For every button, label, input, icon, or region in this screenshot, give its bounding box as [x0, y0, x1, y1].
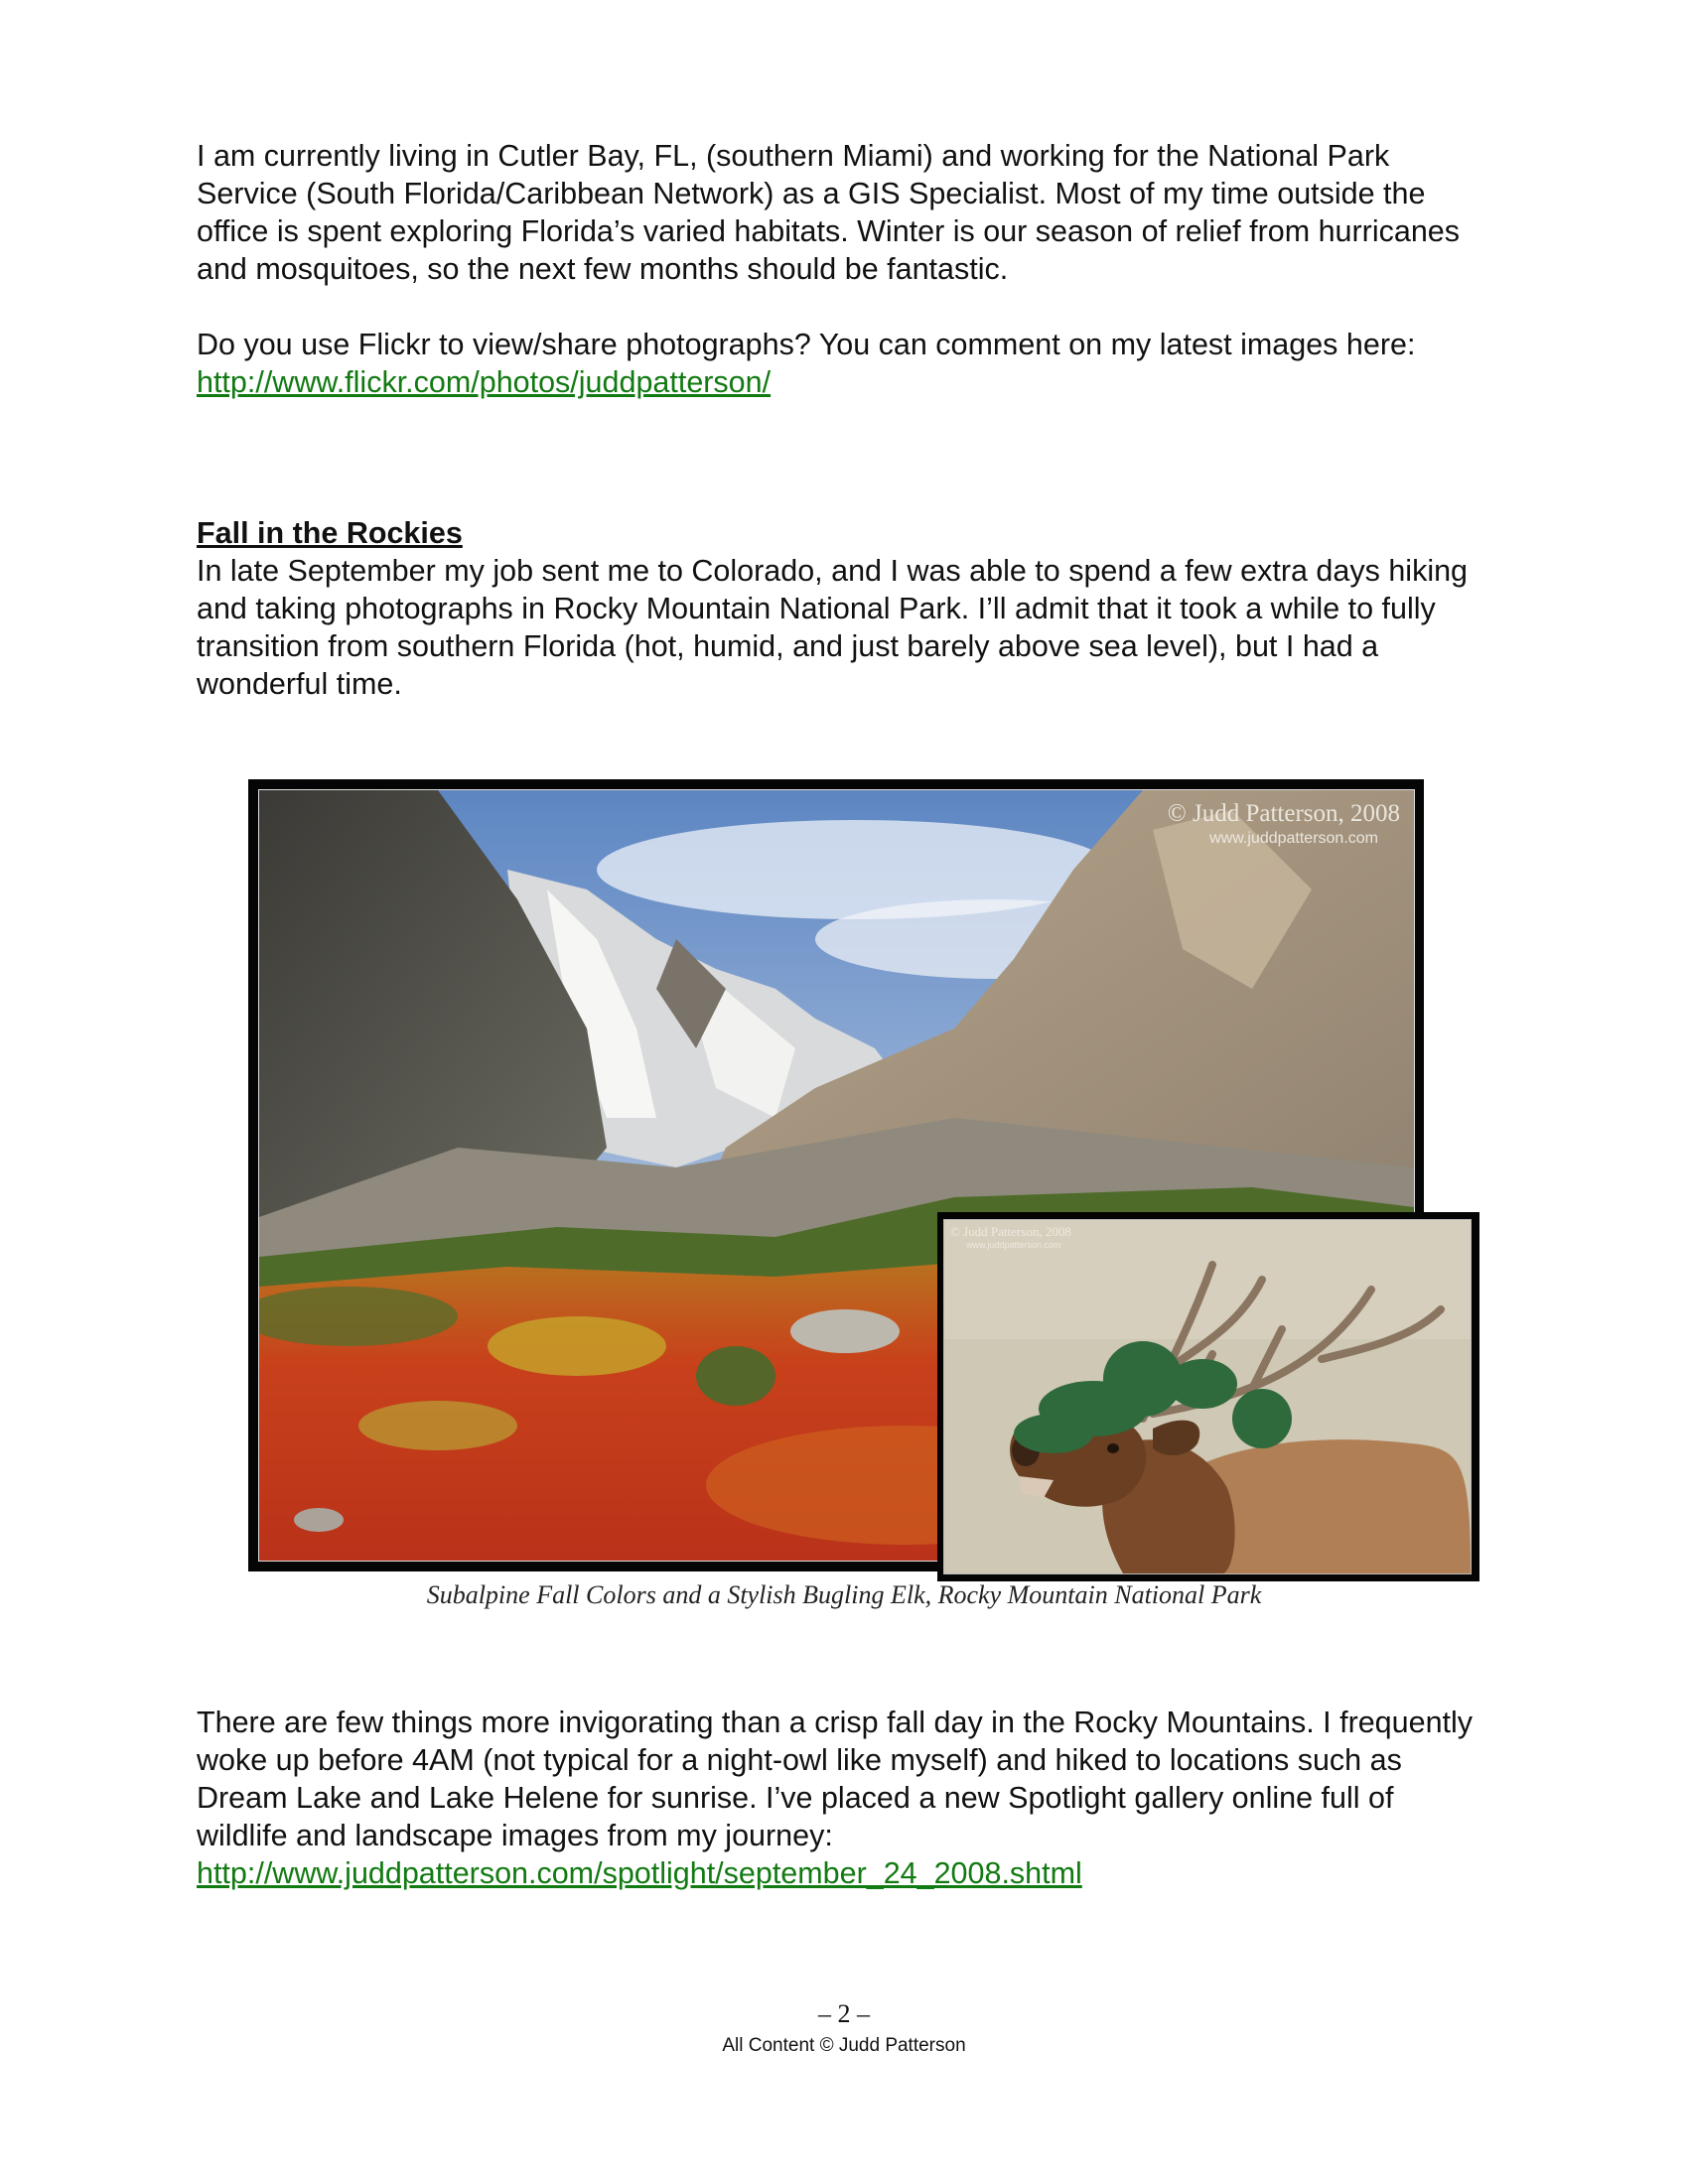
closing-text: There are few things more invigorating than a crisp fall day in the Rocky Mountains. I frequently woke up before 4AM (not typical for a night-owl like myself) and hiked to locations such as Dream Lake and Lake Helene for sunrise. I’ve placed a new Spotlight gallery online full of wildlife and landscape images from my journey: — [197, 1706, 1474, 1852]
bugling-elk-photo — [943, 1219, 1472, 1574]
flickr-paragraph — [197, 326, 1487, 401]
flickr-link[interactable]: http://www.flickr.com/photos/juddpatterson/ — [197, 365, 772, 399]
section-heading: Fall in the Rockies — [197, 516, 463, 550]
page-number: – 2 – — [818, 1999, 870, 2028]
rockies-section — [197, 514, 1487, 703]
section-paragraph: In late September my job sent me to Colorado, and I was able to spend a few extra days hiking and taking photographs in Rocky Mountain National Park. I’ll admit that it took a while to fully transition from southern Florida (hot, humid, and just barely above sea level), but I had a wonderful time. — [197, 554, 1469, 701]
elk-photo-frame — [937, 1212, 1479, 1581]
elk-watermark-url: www.juddpatterson.com — [966, 1240, 1061, 1250]
landscape-watermark-url: www.juddpatterson.com — [1209, 830, 1378, 847]
closing-paragraph — [197, 1704, 1487, 1892]
spotlight-gallery-link[interactable]: http://www.juddpatterson.com/spotlight/september_24_2008.shtml — [197, 1856, 1082, 1890]
intro-paragraph: I am currently living in Cutler Bay, FL, (southern Miami) and working for the National Park Service (South Florida/Caribbean Network) as a GIS Specialist. Most of my time outside the office is spent exploring Florida’s varied habitats. Winter is our season of relief from hurricanes and mosquitoes, so the next few months should be fantastic. — [197, 139, 1460, 286]
elk-watermark: © Judd Patterson, 2008 — [950, 1224, 1071, 1239]
elk-image — [944, 1220, 1471, 1573]
footer-copyright: All Content © Judd Patterson — [722, 2035, 966, 2056]
figure-caption: Subalpine Fall Colors and a Stylish Bugling Elk, Rocky Mountain National Park — [426, 1580, 1262, 1609]
landscape-watermark: © Judd Patterson, 2008 — [1167, 800, 1400, 827]
flickr-text: Do you use Flickr to view/share photographs? You can comment on my latest images here: — [197, 328, 1416, 361]
